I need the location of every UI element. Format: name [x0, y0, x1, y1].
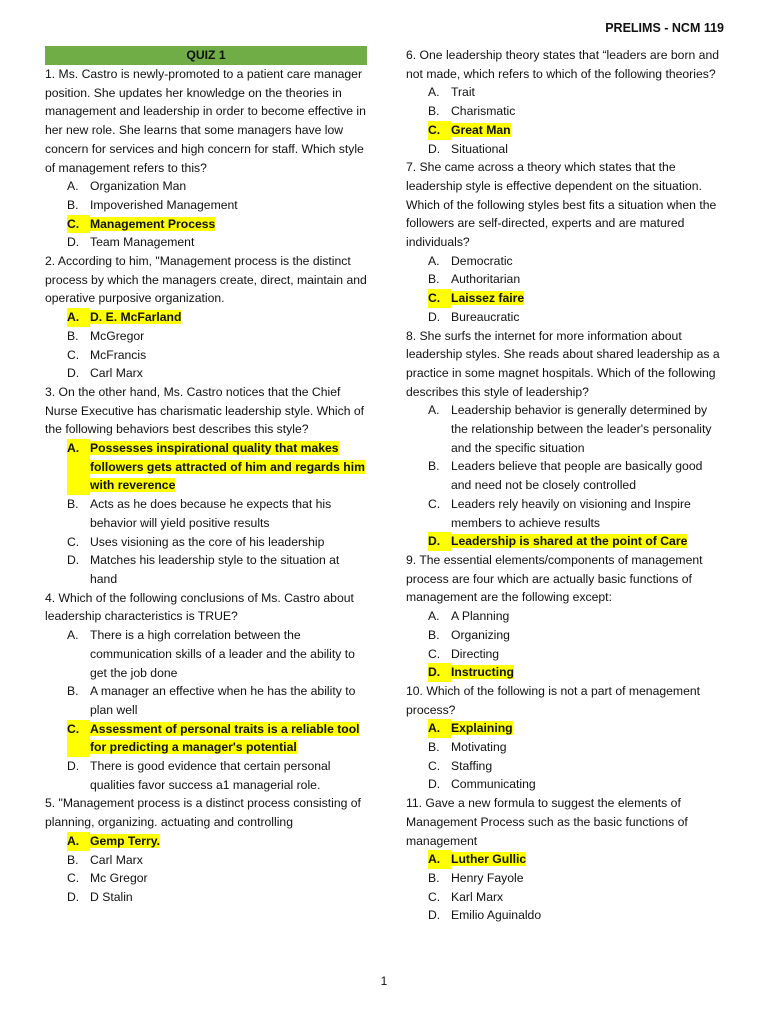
option-text: [90, 720, 367, 757]
option-text-value: Carl Marx: [90, 852, 143, 867]
option-text: [90, 757, 367, 794]
option-text: [90, 832, 367, 851]
answer-option: [406, 495, 724, 532]
option-letter: D.: [428, 777, 441, 792]
option-letter: C.: [428, 758, 441, 773]
answer-option: [406, 906, 724, 925]
question-block: [406, 327, 724, 551]
option-text-value: Trait: [451, 85, 475, 100]
option-list: [45, 177, 367, 252]
option-text-value: Impoverished Management: [90, 197, 238, 212]
answer-option: [45, 551, 367, 588]
correct-answer-option: [45, 439, 367, 495]
answer-option: [45, 327, 367, 346]
option-letter: A.: [428, 850, 451, 869]
option-text-value: Possesses inspirational quality that makes followers gets attracted of him and regards him with reverence: [90, 441, 365, 493]
correct-answer-option: [406, 532, 724, 551]
option-letter: A.: [428, 719, 451, 738]
question-block: [406, 158, 724, 326]
option-list: [45, 308, 367, 383]
answer-option: [45, 346, 367, 365]
option-list: [406, 83, 724, 158]
option-text-value: Gemp Terry.: [90, 833, 160, 848]
option-text-value: Great Man: [451, 122, 511, 137]
option-text: [90, 327, 367, 346]
option-text-value: A manager an effective when he has the ability to plan well: [90, 684, 356, 717]
left-question-list: [45, 65, 367, 907]
option-letter: D.: [428, 532, 451, 551]
option-letter: B.: [67, 328, 79, 343]
option-text-value: Directing: [451, 646, 500, 661]
option-text-value: Explaining: [451, 721, 513, 736]
document-header: PRELIMS - NCM 119: [605, 21, 724, 35]
question-text: 4. Which of the following conclusions of Ms. Castro about leadership characteristics is TRUE?: [45, 590, 354, 624]
option-text-value: Staffing: [451, 758, 493, 773]
question-block: [406, 794, 724, 925]
answer-option: [406, 775, 724, 794]
question-text: 1. Ms. Castro is newly-promoted to a patient care manager position. She updates her knowledge on the theories in management and leadership in order to become effective in her new role. She learns that some managers have low concern for services and high concern for staff. Which style of management refers to this?: [45, 67, 366, 175]
option-text: [451, 607, 724, 626]
option-text-value: Luther Gullic: [451, 852, 527, 867]
question-text: 7. She came across a theory which states that the leadership style is effective dependent on the situation. Which of the following styles best fits a situation when the followers are self-directed, experts and are matured individuals?: [406, 160, 717, 250]
option-text: [90, 869, 367, 888]
option-text: [90, 533, 367, 552]
answer-option: [45, 888, 367, 907]
option-list: [406, 719, 724, 794]
answer-option: [406, 757, 724, 776]
option-letter: B.: [428, 627, 440, 642]
option-text: [451, 270, 724, 289]
option-text-value: Laissez faire: [451, 291, 525, 306]
option-letter: C.: [67, 534, 80, 549]
answer-option: [406, 308, 724, 327]
question-block: [45, 65, 367, 252]
answer-option: [406, 607, 724, 626]
answer-option: [406, 738, 724, 757]
option-text-value: D. E. McFarland: [90, 310, 182, 325]
option-text-value: Uses visioning as the core of his leadership: [90, 534, 325, 549]
answer-option: [406, 626, 724, 645]
option-text: [451, 102, 724, 121]
page-number: 1: [380, 974, 388, 988]
option-letter: C.: [428, 646, 441, 661]
option-letter: B.: [428, 104, 440, 119]
option-text: [451, 850, 724, 869]
question-block: [45, 383, 367, 589]
option-text: [451, 869, 724, 888]
option-text: [451, 289, 724, 308]
option-text-value: Carl Marx: [90, 366, 143, 381]
option-text: [90, 308, 367, 327]
option-text-value: Karl Marx: [451, 889, 504, 904]
option-text: [90, 196, 367, 215]
option-list: [406, 401, 724, 551]
option-list: [406, 607, 724, 682]
option-text-value: McGregor: [90, 328, 145, 343]
option-letter: D.: [428, 663, 451, 682]
answer-option: [45, 869, 367, 888]
option-text-value: Acts as he does because he expects that his behavior will yield positive results: [90, 497, 332, 530]
option-text: [451, 308, 724, 327]
option-text-value: D Stalin: [90, 889, 133, 904]
option-letter: C.: [67, 347, 80, 362]
option-text: [90, 495, 367, 532]
correct-answer-option: [45, 308, 367, 327]
answer-option: [406, 645, 724, 664]
option-text: [451, 757, 724, 776]
option-text-value: Henry Fayole: [451, 870, 524, 885]
option-text-value: A Planning: [451, 609, 510, 624]
answer-option: [45, 682, 367, 719]
option-text: [451, 495, 724, 532]
option-text: [451, 252, 724, 271]
option-text: [451, 532, 724, 551]
option-list: [45, 439, 367, 589]
option-letter: C.: [67, 215, 90, 234]
left-column: [45, 46, 367, 907]
answer-option: [45, 495, 367, 532]
option-text-value: Authoritarian: [451, 272, 521, 287]
option-text-value: Mc Gregor: [90, 871, 148, 886]
question-block: [45, 589, 367, 795]
question-block: [45, 794, 367, 906]
option-text-value: Bureaucratic: [451, 309, 520, 324]
option-letter: A.: [67, 308, 90, 327]
option-letter: A.: [67, 439, 90, 495]
answer-option: [406, 401, 724, 457]
question-text: 2. According to him, "Management process is the distinct process by which the managers create, direct, maintain and operative purposive organization.: [45, 254, 367, 306]
option-text: [90, 851, 367, 870]
option-letter: B.: [67, 684, 79, 699]
option-text: [90, 682, 367, 719]
answer-option: [45, 233, 367, 252]
option-letter: B.: [428, 870, 440, 885]
question-text: 10. Which of the following is not a part of menagement process?: [406, 683, 701, 717]
correct-answer-option: [45, 720, 367, 757]
question-block: [406, 682, 724, 794]
option-text: [451, 83, 724, 102]
option-letter: D.: [67, 235, 80, 250]
answer-option: [45, 364, 367, 383]
option-text: [451, 888, 724, 907]
answer-option: [45, 533, 367, 552]
option-text: [90, 439, 367, 495]
option-list: [45, 626, 367, 794]
option-text: [451, 121, 724, 140]
option-text-value: Communicating: [451, 777, 536, 792]
option-text: [90, 233, 367, 252]
correct-answer-option: [406, 663, 724, 682]
option-text: [90, 346, 367, 365]
correct-answer-option: [406, 850, 724, 869]
option-text: [451, 738, 724, 757]
option-text: [451, 906, 724, 925]
option-letter: A.: [67, 179, 79, 194]
answer-option: [45, 757, 367, 794]
answer-option: [45, 851, 367, 870]
option-text: [90, 177, 367, 196]
option-text-value: There is a high correlation between the communication skills of a leader and the ability to get the job done: [90, 628, 355, 680]
option-letter: C.: [428, 121, 451, 140]
question-text: 8. She surfs the internet for more information about leadership styles. She reads about shared leadership as a practice in some magnet hospitals. Which of the following describes this style of leadership?: [406, 328, 720, 399]
option-letter: C.: [428, 289, 451, 308]
correct-answer-option: [406, 719, 724, 738]
question-text: 11. Gave a new formula to suggest the elements of Management Process such as the basic functions of management: [406, 796, 688, 848]
option-letter: A.: [428, 609, 440, 624]
option-letter: B.: [67, 497, 79, 512]
option-letter: B.: [428, 272, 440, 287]
answer-option: [45, 177, 367, 196]
option-text-value: McFrancis: [90, 347, 147, 362]
option-text: [451, 775, 724, 794]
question-block: [45, 252, 367, 383]
answer-option: [406, 252, 724, 271]
option-text-value: Motivating: [451, 740, 507, 755]
answer-option: [45, 626, 367, 682]
right-column: [406, 46, 724, 925]
option-text-value: Assessment of personal traits is a reliable tool for predicting a manager's potential: [90, 721, 360, 755]
option-text-value: Democratic: [451, 253, 513, 268]
option-text-value: Situational: [451, 141, 508, 156]
correct-answer-option: [406, 121, 724, 140]
option-text-value: Management Process: [90, 216, 216, 231]
correct-answer-option: [45, 215, 367, 234]
option-letter: A.: [428, 85, 440, 100]
option-letter: D.: [67, 366, 80, 381]
answer-option: [406, 83, 724, 102]
option-letter: D.: [67, 553, 80, 568]
right-question-list: [406, 46, 724, 925]
option-text: [90, 551, 367, 588]
option-text: [451, 457, 724, 494]
option-text: [90, 626, 367, 682]
option-letter: A.: [67, 628, 79, 643]
answer-option: [406, 140, 724, 159]
option-text: [90, 215, 367, 234]
answer-option: [406, 888, 724, 907]
option-letter: A.: [428, 403, 440, 418]
option-text: [451, 140, 724, 159]
question-text: 9. The essential elements/components of management process are four which are actually basic functions of management are the following except:: [406, 552, 703, 605]
option-text-value: Leadership behavior is generally determined by the relationship between the leader's personality and the specific situation: [451, 403, 712, 455]
option-text-value: There is good evidence that certain personal qualities favor success a1 managerial role.: [90, 759, 331, 792]
option-text: [90, 364, 367, 383]
option-letter: C.: [428, 889, 441, 904]
option-letter: D.: [428, 309, 441, 324]
option-text: [451, 719, 724, 738]
quiz-title-bar: QUIZ 1: [45, 46, 367, 65]
option-text-value: Organizing: [451, 627, 510, 642]
option-letter: D.: [67, 889, 80, 904]
answer-option: [406, 457, 724, 494]
option-text: [451, 401, 724, 457]
option-letter: B.: [67, 197, 79, 212]
correct-answer-option: [45, 832, 367, 851]
option-list: [45, 832, 367, 907]
option-text-value: Instructing: [451, 665, 514, 680]
option-text-value: Leadership is shared at the point of Care: [451, 534, 688, 549]
option-letter: C.: [67, 720, 90, 757]
question-text: 3. On the other hand, Ms. Castro notices that the Chief Nurse Executive has charismatic leadership style. Which of the following behaviors best describes this style?: [45, 384, 365, 437]
question-block: [406, 46, 724, 158]
option-text-value: Matches his leadership style to the situation at hand: [90, 553, 340, 586]
option-letter: C.: [428, 496, 441, 511]
option-letter: D.: [428, 908, 441, 923]
option-text: [90, 888, 367, 907]
option-text-value: Charismatic: [451, 104, 516, 119]
correct-answer-option: [406, 289, 724, 308]
option-letter: D.: [67, 759, 80, 774]
option-letter: A.: [428, 253, 440, 268]
answer-option: [406, 869, 724, 888]
option-text: [451, 645, 724, 664]
option-list: [406, 850, 724, 925]
option-letter: B.: [428, 740, 440, 755]
option-text: [451, 626, 724, 645]
question-text: 5. "Management process is a distinct process consisting of planning, organizing. actuating and controlling: [45, 796, 361, 830]
question-block: [406, 551, 724, 682]
option-letter: D.: [428, 141, 441, 156]
option-text: [451, 663, 724, 682]
option-letter: B.: [428, 459, 440, 474]
answer-option: [406, 102, 724, 121]
option-letter: A.: [67, 832, 90, 851]
option-letter: C.: [67, 871, 80, 886]
question-text: 6. One leadership theory states that “leaders are born and not made, which refers to which of the following theories?: [406, 48, 720, 81]
option-list: [406, 252, 724, 327]
option-text-value: Team Management: [90, 235, 195, 250]
option-text-value: Leaders rely heavily on visioning and Inspire members to achieve results: [451, 496, 691, 530]
answer-option: [406, 270, 724, 289]
option-letter: B.: [67, 852, 79, 867]
option-text-value: Organization Man: [90, 179, 187, 194]
option-text-value: Emilio Aguinaldo: [451, 908, 542, 923]
option-text-value: Leaders believe that people are basically good and need not be closely controlled: [451, 459, 703, 493]
answer-option: [45, 196, 367, 215]
